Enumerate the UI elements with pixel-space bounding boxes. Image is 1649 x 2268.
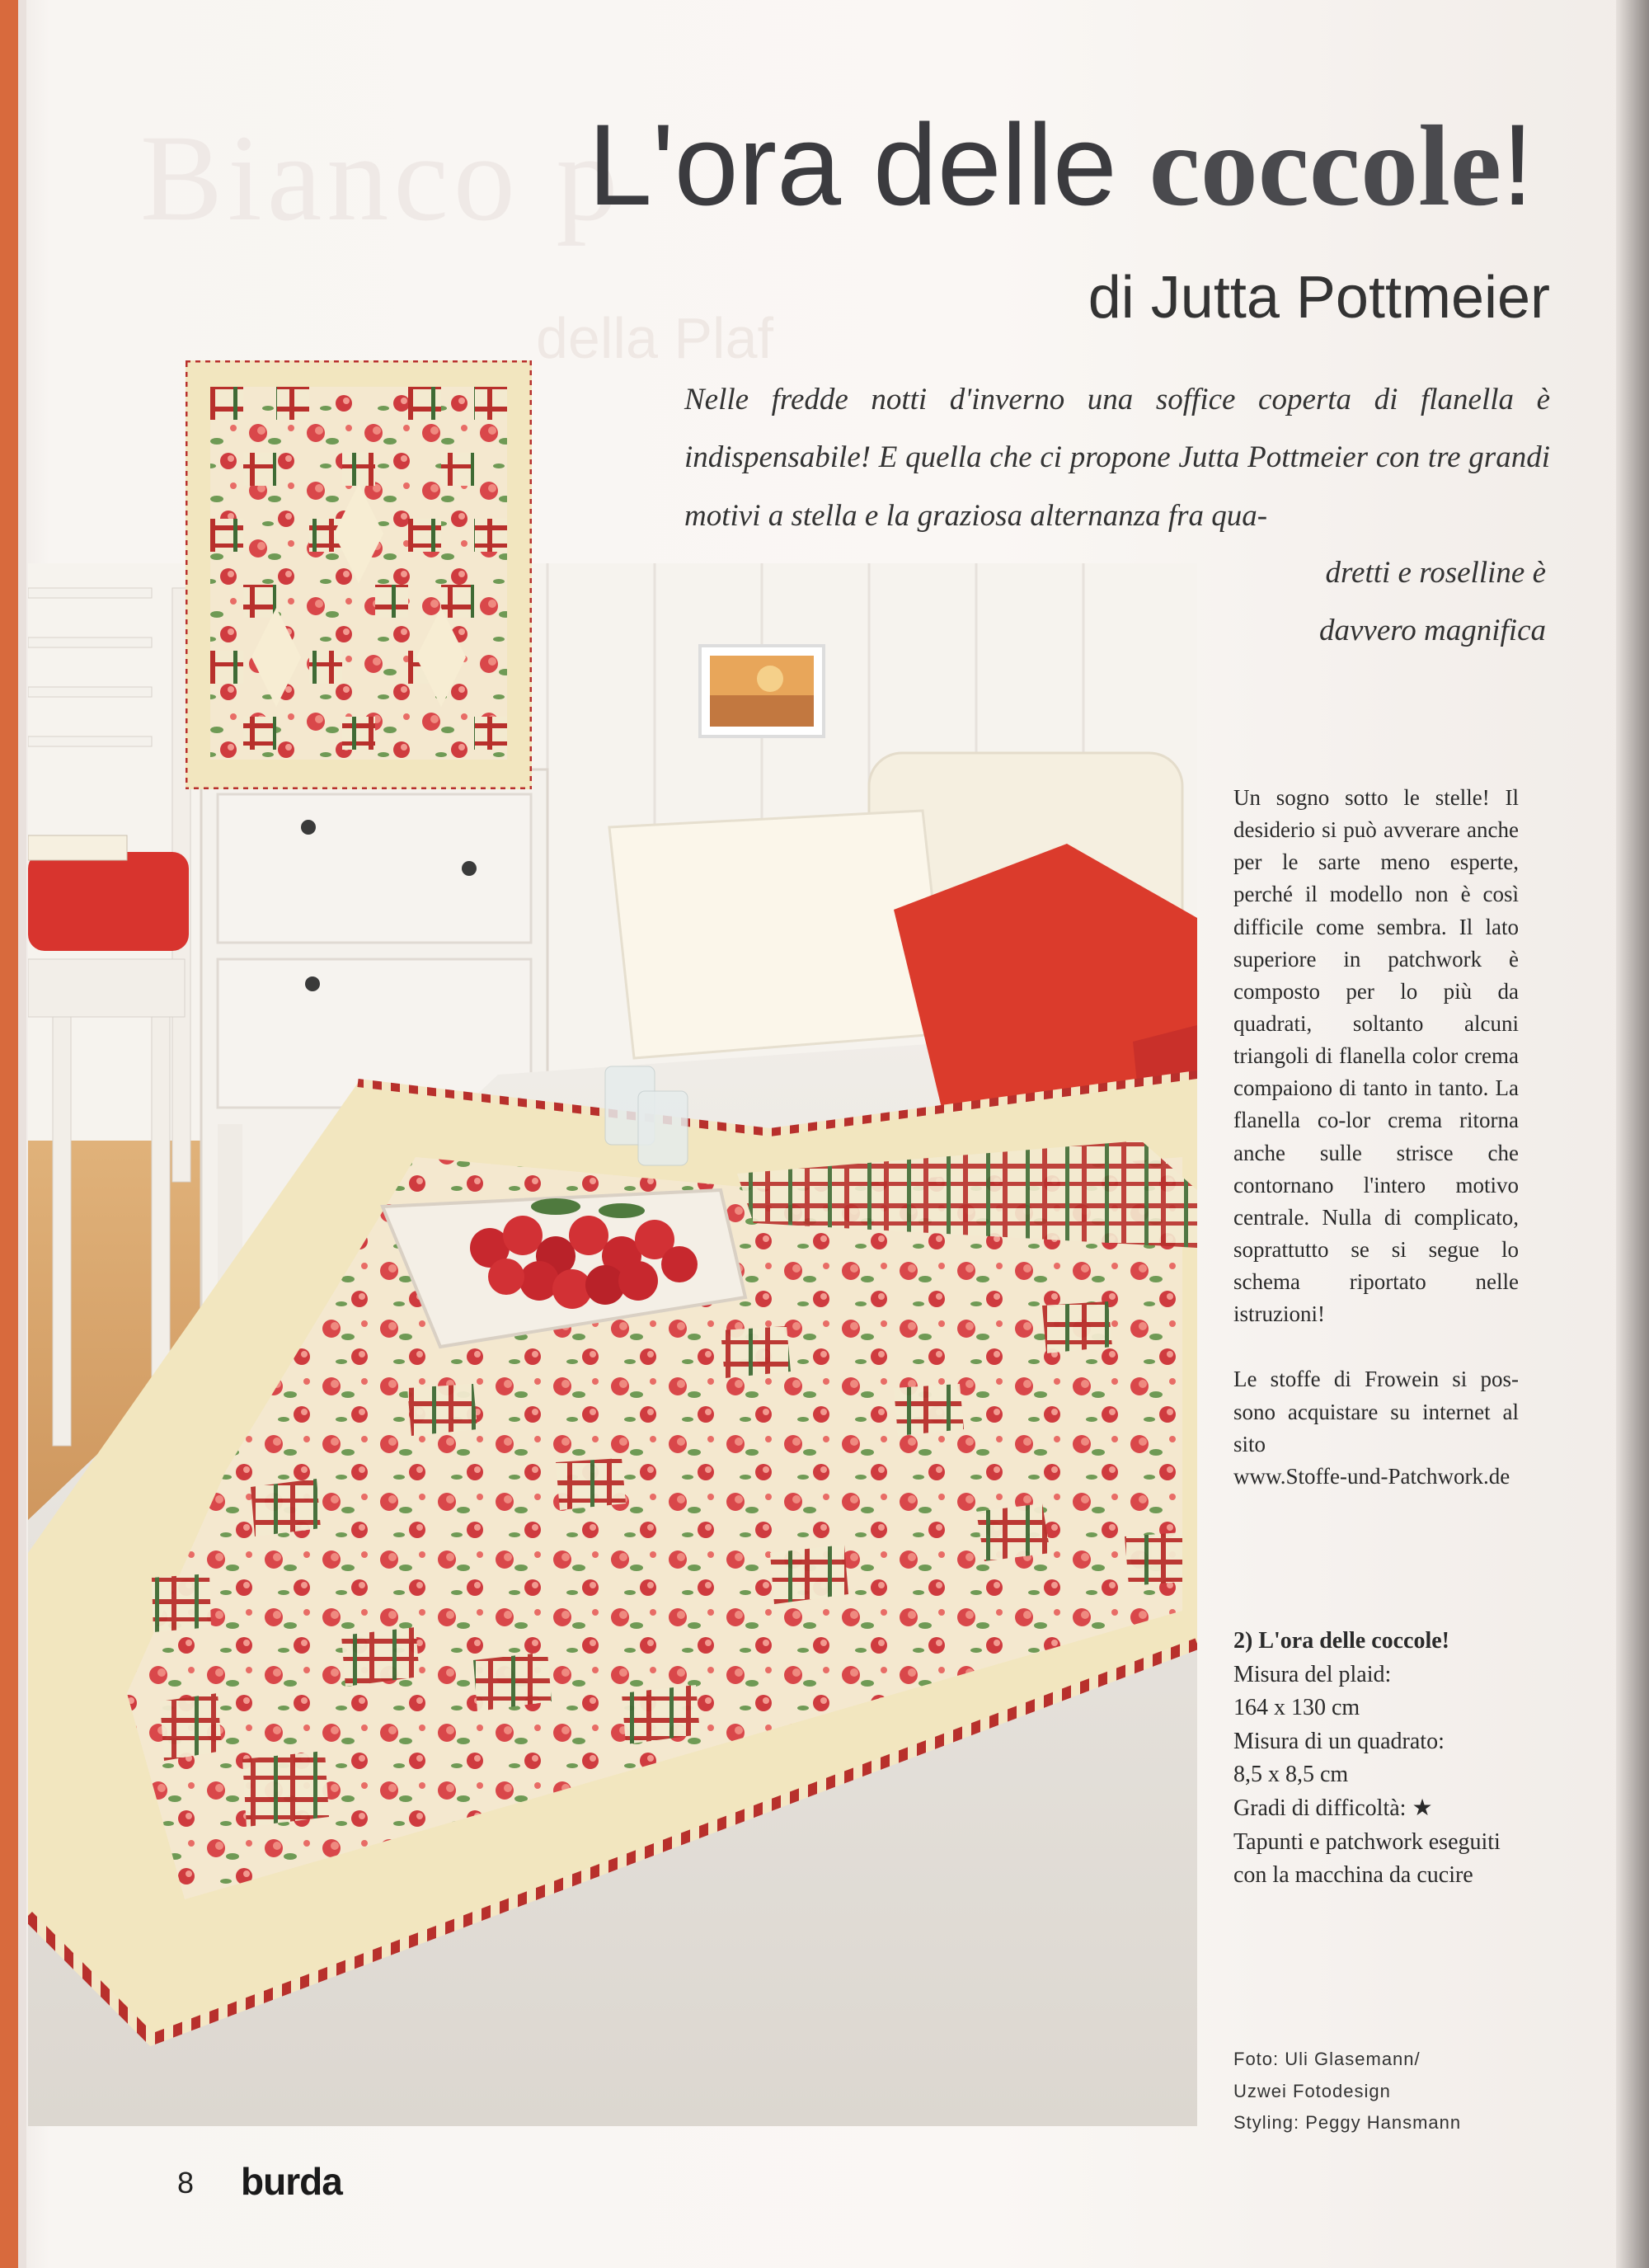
photo-credits (1233, 2044, 1530, 2139)
star-icon: ★ (1412, 1795, 1433, 1821)
page-number: 8 (177, 2166, 195, 2200)
square-size-value: 8,5 x 8,5 cm (1233, 1762, 1349, 1788)
spec-heading: 2) L'ora delle coccole! (1233, 1628, 1450, 1654)
body-column (1233, 782, 1519, 1526)
article-author: di Jutta Pottmeier (1088, 265, 1550, 331)
plaid-size-label: Misura del plaid: (1233, 1661, 1392, 1687)
website-link[interactable]: www.Stoffe-und-Patchwork.de (1233, 1463, 1510, 1489)
left-color-strip (0, 0, 18, 2268)
brand-logo: burda (241, 2160, 342, 2203)
difficulty-label: Gradi di difficoltà: (1233, 1795, 1407, 1821)
wall-quilt-image (186, 360, 532, 789)
bedroom-quilt-photo (28, 563, 1197, 2126)
body-paragraph-1: Un sogno sotto le stelle! Il desiderio si può avverare anche per le sarte meno esperte, perché il modello non è così difficile come sembra. Il lato superiore in patchwork è composto per lo più da quadrati, soltanto alcuni triangoli di flanella color crema compaiono di tanto in tanto. La flanella co-lor crema ritorna anche sulle strisce che contornano l'intero motivo centrale. Nulla di complicato, soprattutto se si segue lo schema riportato nelle istruzioni! (1233, 785, 1519, 1327)
difficulty-row (1233, 1792, 1530, 1826)
stockist-text: Le stoffe di Frowein si pos-sono acquistare su internet al sito (1233, 1367, 1519, 1456)
title-prefix: L'ora delle (588, 100, 1149, 229)
square-size-label: Misura di un quadrato: (1233, 1728, 1445, 1754)
credit-line-2: Uzwei Fotodesign (1233, 2080, 1391, 2101)
show-through-title: Bianco p (140, 110, 623, 247)
plaid-size-value: 164 x 130 cm (1233, 1695, 1360, 1721)
wall-quilt-illustration (186, 360, 532, 789)
page-edge-shadow (1616, 0, 1649, 2268)
intro-text: Nelle fredde notti d'inverno una soffice coperta di flanella è indispensabile! E quella che ci propone Jutta Pottmeier con tre grandi motivi a stella e la graziosa alternanza fra qua- (684, 383, 1550, 533)
page-gutter (18, 0, 26, 2268)
title-exclamation: ! (1501, 100, 1534, 229)
article-title (588, 100, 1534, 230)
credit-line-1: Foto: Uli Glasemann/ (1233, 2049, 1421, 2069)
spec-note: Tapunti e patchwork eseguiti con la macchina da cucire (1233, 1828, 1501, 1889)
credit-line-3: Styling: Peggy Hansmann (1233, 2112, 1462, 2133)
project-specs (1233, 1625, 1530, 1893)
photo-illustration (28, 563, 1197, 2126)
show-through-subtitle: della Plaf (536, 306, 773, 370)
title-emphasis: coccole (1149, 102, 1502, 230)
body-paragraph-2 (1233, 1363, 1519, 1493)
intro-text-tail: dretti e roselline è davvero magnifica (1318, 556, 1546, 648)
